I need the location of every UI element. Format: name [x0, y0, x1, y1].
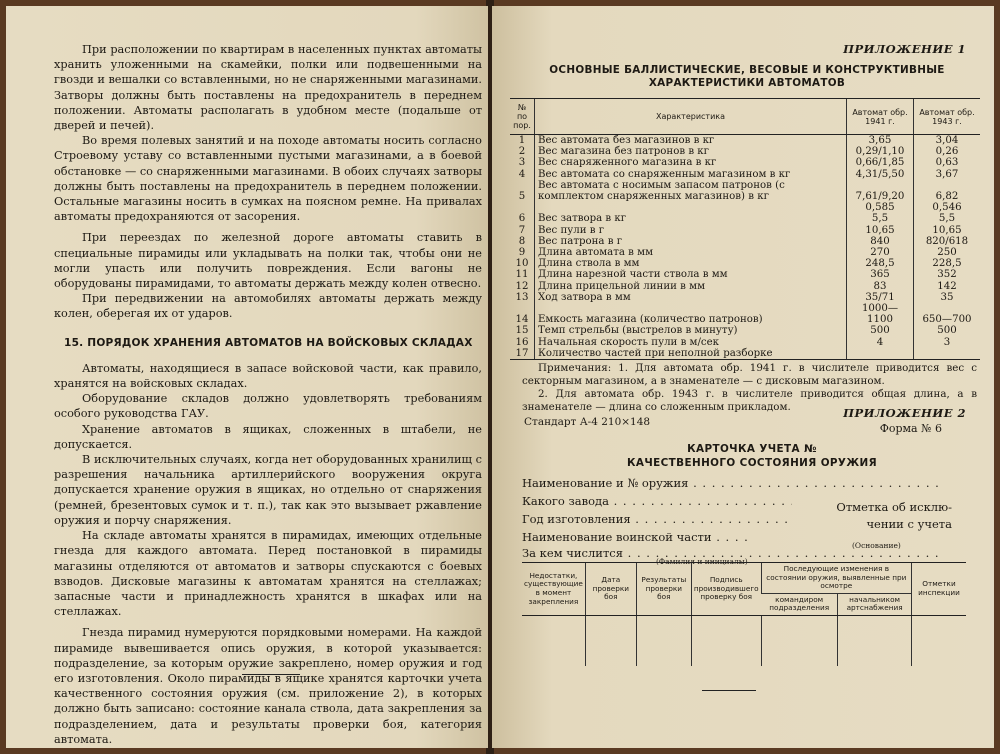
removal-mark-line: чении с учета — [866, 517, 952, 531]
row-characteristic: Вес снаряженного магазина в кг — [535, 157, 847, 168]
col-header-commander: командиром подразделения — [761, 593, 838, 615]
card-cell[interactable] — [912, 615, 967, 666]
row-number: 2 — [518, 146, 526, 158]
row-number: 1 — [518, 135, 526, 146]
row-characteristic: Длина прицельной линии в мм — [535, 281, 847, 292]
paragraph: Хранение автоматов в ящиках, сложенных в штабели, не допускается. — [54, 422, 482, 451]
row-value-1943: 500 — [914, 325, 981, 336]
removal-mark — [802, 499, 952, 533]
appendix1-title: ОСНОВНЫЕ БАЛЛИСТИЧЕСКИЕ, ВЕСОВЫЕ И КОНСТРУКТИВНЫЕ ХАРАКТЕРИСТИКИ АВТОМАТОВ — [549, 64, 945, 89]
row-value-1941: 3,65 — [847, 135, 914, 147]
card-cell[interactable] — [761, 615, 838, 666]
row-number: 8 — [518, 235, 526, 247]
row-value-1941: 365 — [847, 269, 914, 280]
row-value-1943 — [914, 348, 981, 360]
col-header-signature: Подпись производившего проверку боя — [691, 563, 761, 616]
card-header-row — [522, 563, 966, 594]
paragraph: При передвижении на автомобилях автоматы держать между колен, оберегая их от ударов. — [54, 292, 482, 321]
row-characteristic: Темп стрельбы (выстрелов в минуту) — [535, 325, 847, 336]
row-number: 10 — [515, 258, 529, 270]
col-header-number: № по пор. — [510, 99, 535, 135]
caption-name: (Фамилия и инициалы) — [656, 557, 748, 566]
row-number: 14 — [515, 314, 529, 326]
row-value-1941: 248,5 — [847, 258, 914, 269]
row-number: 13 — [515, 291, 529, 303]
row-value-1941: 270 — [847, 247, 914, 258]
row-characteristic: Количество частей при неполной разборке — [535, 348, 847, 360]
paragraph: Во время полевых занятий и на походе автоматы носить согласно Строевому уставу со вставленными пустыми магазинами, а в боевой обстановке — со снаряженными магазинами. В обоих случаях затворы должны быть поставлены на предохранитель в переднем положении. Остальные магазины носить в сумках на поясном ремне. На привалах автоматы предохраняются от засорения. — [54, 134, 482, 224]
row-value-1943: 0,546 — [914, 202, 981, 213]
note: Примечания: 1. Для автомата обр. 1941 г. в числителе приводится вес с секторным магазином, а в знаменателе — с дисковым магазином. — [522, 362, 977, 387]
table-row — [510, 325, 980, 336]
card-title — [552, 442, 952, 470]
col-header-date: Дата проверки боя — [585, 563, 636, 616]
row-value-1943: 10,65 — [914, 225, 981, 236]
card-cell[interactable] — [691, 615, 761, 666]
specs-table-body — [510, 135, 980, 360]
card-cell[interactable] — [522, 615, 585, 666]
table-row — [510, 269, 980, 280]
table-row — [510, 180, 980, 202]
table-row — [510, 236, 980, 247]
row-value-1941: 7,61/9,20 — [847, 180, 914, 202]
row-value-1943: 352 — [914, 269, 981, 280]
table-row — [510, 303, 980, 325]
row-number: 5 — [518, 191, 526, 203]
field-year: Год изготовления . . . — [522, 512, 792, 526]
end-rule — [242, 674, 300, 675]
row-value-1941: 0,29/1,10 — [847, 146, 914, 157]
paragraph: Автоматы, находящиеся в запасе войсковой части, как правило, хранятся на войсковых складах. — [54, 361, 482, 391]
col-header-characteristic: Характеристика — [535, 99, 847, 135]
row-value-1941: 35/71 — [847, 292, 914, 303]
row-characteristic: Длина автомата в мм — [535, 247, 847, 258]
row-value-1941: 1000—1100 — [847, 303, 914, 325]
row-value-1941: 5,5 — [847, 213, 914, 224]
row-number: 12 — [515, 280, 529, 292]
caption-basis: (Основание) — [852, 541, 901, 550]
row-characteristic: Ход затвора в мм — [535, 292, 847, 303]
right-page — [492, 6, 994, 748]
row-characteristic: Вес патрона в г — [535, 236, 847, 247]
row-characteristic — [535, 202, 847, 213]
col-header-results: Результаты проверки боя — [636, 563, 691, 616]
row-value-1941: 4 — [847, 337, 914, 348]
row-number: 7 — [518, 224, 526, 236]
row-value-1941: 0,585 — [847, 202, 914, 213]
field-factory: Какого завода . . . — [522, 494, 792, 508]
row-characteristic: Вес магазина без патронов в кг — [535, 146, 847, 157]
table-row — [510, 281, 980, 292]
section-heading: 15. ПОРЯДОК ХРАНЕНИЯ АВТОМАТОВ НА ВОЙСКОВЫХ СКЛАДАХ — [64, 336, 473, 349]
row-characteristic: Вес автомата без магазинов в кг — [535, 135, 847, 147]
row-value-1943: 3,67 — [914, 169, 981, 180]
table-header-row — [510, 99, 980, 135]
table-row — [510, 202, 980, 213]
row-value-1943: 820/618 — [914, 236, 981, 247]
table-row — [510, 225, 980, 236]
table-row — [510, 258, 980, 269]
end-rule — [702, 690, 756, 691]
table-row — [510, 135, 980, 147]
table-row — [510, 247, 980, 258]
left-page-text — [54, 42, 482, 747]
row-value-1943: 650—700 — [914, 303, 981, 325]
row-number: 3 — [518, 157, 526, 169]
row-number: 4 — [518, 168, 526, 180]
paragraph: Гнезда пирамид нумеруются порядковыми номерами. На каждой пирамиде вывешивается опись оружия, в которой указывается: подразделение, за которым оружие закреплено, номер оружия и год его изготовления. Около пирамиды в ящике хранятся карточки учета качественного состояния оружия (см. приложение 2), в которых должно быть записано: состояние канала ствола, дата закрепления за подразделением, дата и результаты проверки боя, категория автомата. — [54, 626, 482, 746]
col-header-inspection: Отметки инспекции — [912, 563, 967, 616]
row-value-1943: 0,63 — [914, 157, 981, 168]
col-header-supply: начальником артснабжения — [838, 593, 912, 615]
row-value-1941: 840 — [847, 236, 914, 247]
row-characteristic: Длина нарезной части ствола в мм — [535, 269, 847, 280]
row-value-1941: 83 — [847, 281, 914, 292]
paragraph: В исключительных случаях, когда нет оборудованных хранилищ с разрешения начальника артиллерийского вооружения округа допускается хранение оружия в ящиках, но отдельно от снаряжения (ремней, брезентовых сумок и т. п.), так как это вызывает ржавление оружия и порчу снаряжения. — [54, 453, 482, 527]
row-value-1941 — [847, 348, 914, 360]
specs-table — [510, 98, 980, 360]
removal-mark-line: Отметка об исклю- — [836, 500, 952, 514]
row-characteristic: Вес автомата со снаряженным магазином в кг — [535, 169, 847, 180]
card-cell[interactable] — [636, 615, 691, 666]
paragraph: На складе автоматы хранятся в пирамидах, имеющих отдельные гнезда для каждого автомата. Перед постановкой в пирамиды магазины отделяются от автоматов и затворы спускаются с боевых взводов. Дисковые магазины к автоматам хранятся на стеллажах; запасные части и принадлежность хранятся в шкафах или на стеллажах. — [54, 529, 482, 619]
row-number: 11 — [515, 269, 529, 281]
appendix1-label: ПРИЛОЖЕНИЕ 1 — [843, 42, 966, 56]
card-empty-row — [522, 615, 966, 666]
row-value-1943: 35 — [914, 292, 981, 303]
card-table — [522, 562, 966, 666]
table-row — [510, 157, 980, 168]
col-header-changes: Последующие изменения в состоянии оружия, выявленные при осмотре — [761, 563, 911, 594]
col-header-1943: Автомат обр. 1943 г. — [914, 99, 981, 135]
field-unit-name: Наименование воинской части . . . — [522, 530, 752, 544]
paragraph: При переездах по железной дороге автоматы ставить в специальные пирамиды или укладывать на полки так, чтобы они не могли упасть или получить повреждения. Если вагоны не оборудованы пирамидами, то автоматы держать между колен отвесно. — [54, 231, 482, 291]
row-value-1943: 0,26 — [914, 146, 981, 157]
col-header-defects: Недостатки, существующие в момент закрепления — [522, 563, 585, 616]
row-number: 15 — [515, 325, 529, 337]
table-row — [510, 213, 980, 224]
row-value-1941: 0,66/1,85 — [847, 157, 914, 168]
row-characteristic: Вес затвора в кг — [535, 213, 847, 224]
table-row — [510, 348, 980, 360]
row-number: 6 — [518, 213, 526, 225]
paragraph: Оборудование складов должно удовлетворять требованиям особого руководства ГАУ. — [54, 392, 482, 421]
card-cell[interactable] — [585, 615, 636, 666]
card-title-line: КАЧЕСТВЕННОГО СОСТОЯНИЯ ОРУЖИЯ — [627, 457, 877, 469]
card-cell[interactable] — [838, 615, 912, 666]
appendix2-label: ПРИЛОЖЕНИЕ 2 — [843, 406, 966, 420]
row-number: 17 — [510, 348, 535, 360]
row-value-1943: 6,82 — [914, 180, 981, 202]
field-assigned-to: За кем числится . . . — [522, 546, 942, 560]
table-row — [510, 146, 980, 157]
row-characteristic: Длина ствола в мм — [535, 258, 847, 269]
col-header-1941: Автомат обр. 1941 г. — [847, 99, 914, 135]
table-row — [510, 169, 980, 180]
row-number: 9 — [518, 247, 526, 259]
table-row — [510, 292, 980, 303]
row-value-1941: 500 — [847, 325, 914, 336]
row-value-1943: 3 — [914, 337, 981, 348]
row-value-1943: 142 — [914, 281, 981, 292]
row-value-1943: 250 — [914, 247, 981, 258]
row-value-1943: 3,04 — [914, 135, 981, 147]
left-page — [6, 6, 488, 748]
row-value-1943: 5,5 — [914, 213, 981, 224]
row-value-1943: 228,5 — [914, 258, 981, 269]
field-weapon-name: Наименование и № оружия . . . — [522, 476, 942, 490]
note: 2. Для автомата обр. 1943 г. в числителе приводится общая длина, а в знаменателе — длина со сложенным прикладом. — [522, 388, 977, 413]
card-title-line: КАРТОЧКА УЧЕТА № — [687, 443, 817, 455]
row-characteristic: Вес автомата с носимым запасом патронов (с комплектом снаряженных магазинов) в кг — [535, 180, 847, 202]
row-characteristic: Начальная скорость пули в м/сек — [535, 337, 847, 348]
row-value-1941: 4,31/5,50 — [847, 169, 914, 180]
row-number — [510, 202, 535, 213]
row-characteristic: Емкость магазина (количество патронов) — [535, 303, 847, 325]
table-row — [510, 337, 980, 348]
paragraph: При расположении по квартирам в населенных пунктах автоматы хранить уложенными на скамейки, полки или подвешенными на гвозди и вешалки со вставленными, но не снаряженными магазинами. Затворы должны быть поставлены на предохранитель в переднем положении. Автоматы располагать в удобном месте (подальше от дверей и печей). — [54, 43, 482, 133]
form-number: Форма № 6 — [879, 422, 942, 435]
row-value-1941: 10,65 — [847, 225, 914, 236]
row-number: 16 — [515, 336, 529, 348]
standard-label: Стандарт А-4 210×148 — [524, 416, 651, 428]
row-characteristic: Вес пули в г — [535, 225, 847, 236]
